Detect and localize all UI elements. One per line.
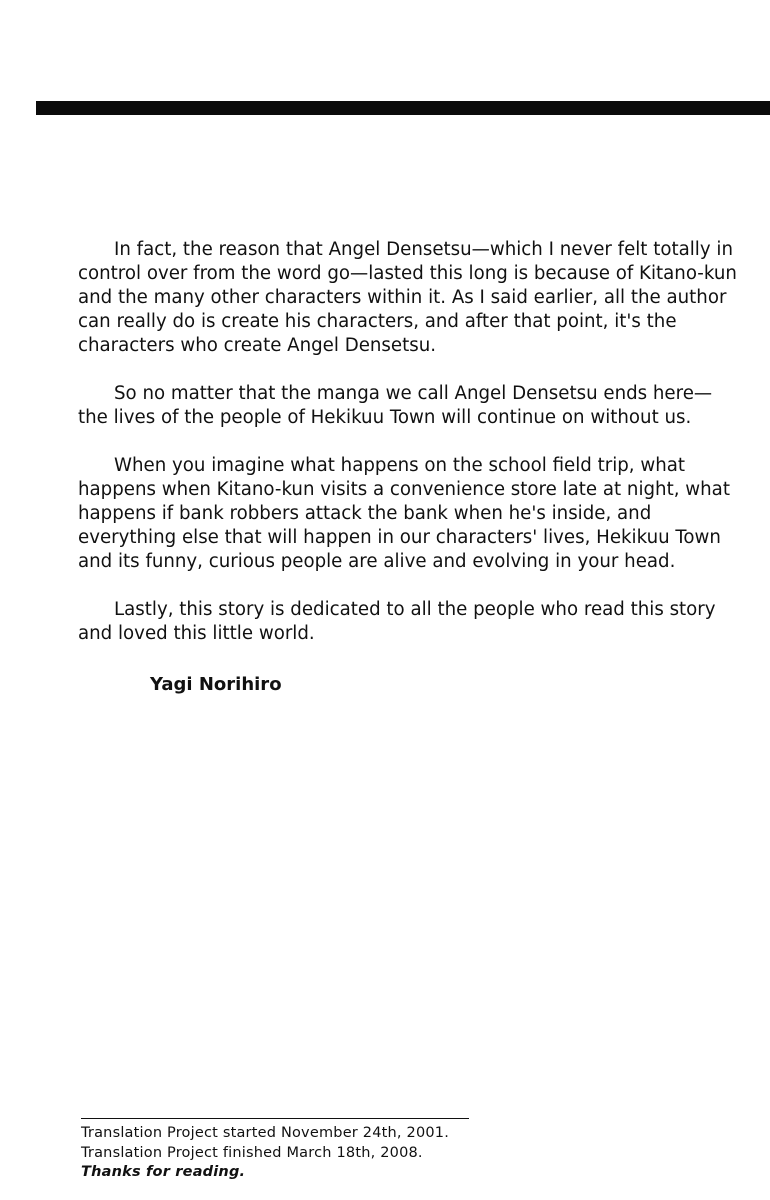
project-finished-note: Translation Project finished March 18th, 2008. bbox=[81, 1144, 423, 1161]
paragraph-1: In fact, the reason that Angel Densetsu—which I never felt totally in control over from the word go—lasted this long is because of Kitano-kun and the many other characters within it. As I said earlier, all the author can really do is create his characters, and after that point, it's the characters who create Angel Densetsu. bbox=[78, 239, 737, 356]
paragraph-2: So no matter that the manga we call Angel Densetsu ends here—the lives of the people of Hekikuu Town will continue on without us. bbox=[78, 383, 713, 428]
author-signature: Yagi Norihiro bbox=[150, 674, 282, 695]
top-divider-bar bbox=[36, 101, 770, 115]
translation-footer bbox=[81, 1118, 469, 1183]
afterword-body bbox=[78, 238, 738, 670]
project-started-note: Translation Project started November 24th, 2001. bbox=[81, 1125, 450, 1141]
paragraph-4: Lastly, this story is dedicated to all the people who read this story and loved this little world. bbox=[78, 599, 716, 644]
paragraph-3: When you imagine what happens on the school field trip, what happens when Kitano-kun visits a convenience store late at night, what happens if bank robbers attack the bank when he's inside, and everything else that will happen in our characters' lives, Hekikuu Town and its funny, curious people are alive and evolving in your head. bbox=[78, 455, 730, 572]
thanks-note: Thanks for reading. bbox=[81, 1164, 246, 1180]
